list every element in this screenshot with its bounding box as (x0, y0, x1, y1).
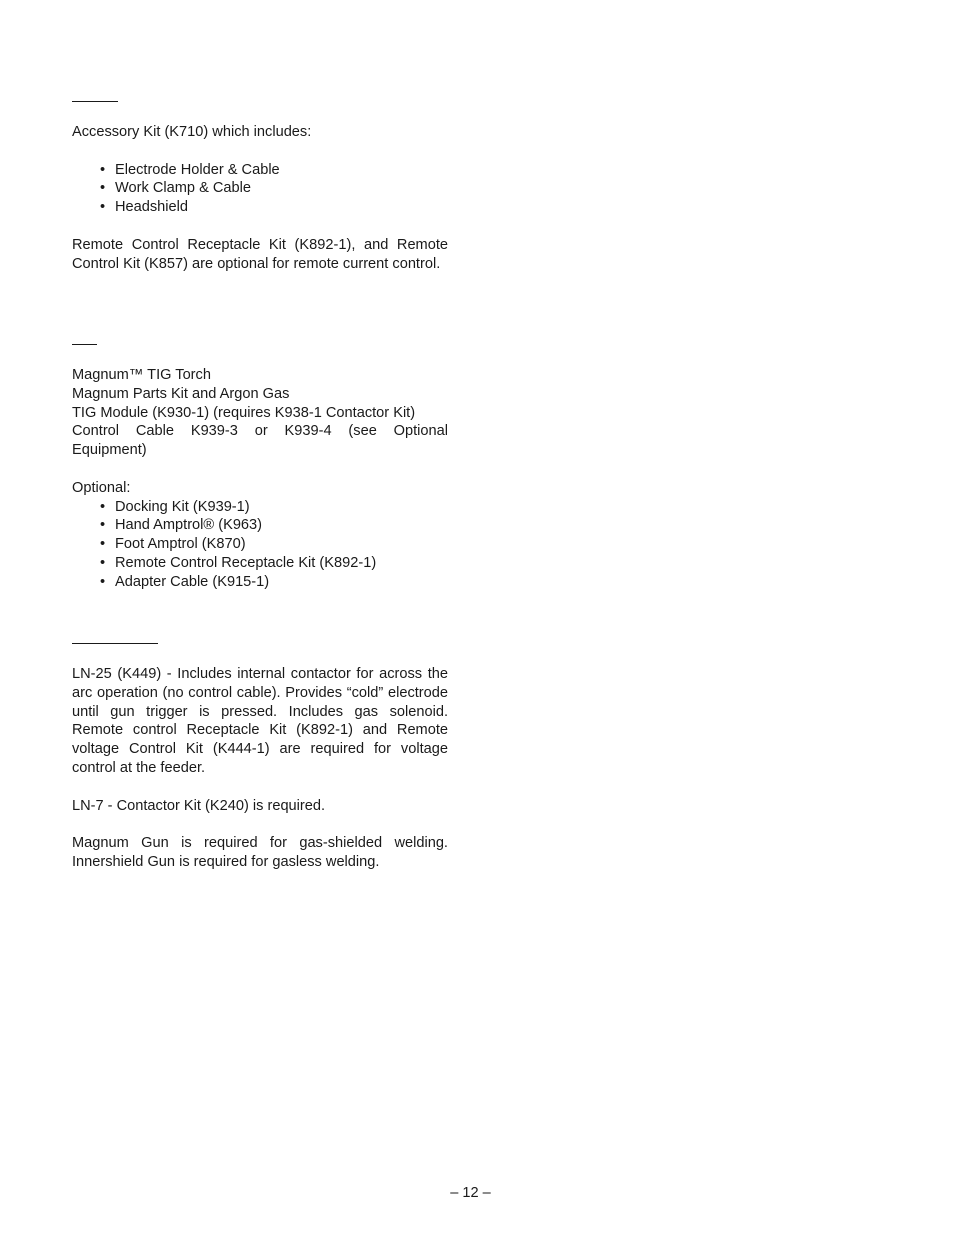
section2 (72, 366, 448, 592)
section3-paragraph: LN-25 (K449) - Includes internal contactor for across the arc operation (no control cable). Provides “cold” electrode until gun trigger is pressed. Includes gas solenoid. Remote control Receptacle Kit (K892-1) and Remote voltage Control Kit (K444-1) are required for voltage control at the feeder. (72, 666, 448, 776)
section2-line: Magnum™ TIG Torch (72, 367, 211, 383)
list-item: • Foot Amptrol (K870) (72, 535, 448, 554)
section3-heading-rule (72, 643, 158, 644)
list-item: • Hand Amptrol® (K963) (72, 516, 448, 535)
list-item: • Docking Kit (K939-1) (72, 498, 448, 517)
page-number: – 12 – (450, 1185, 491, 1201)
list-item: • Remote Control Receptacle Kit (K892-1) (72, 554, 448, 573)
list-item: • Headshield (72, 198, 448, 217)
section1-intro: Accessory Kit (K710) which includes: (72, 124, 312, 140)
section1-list (72, 161, 448, 217)
section2-optional-label: Optional: (72, 479, 131, 496)
section2-heading-rule (72, 344, 97, 345)
section1-note: Remote Control Receptacle Kit (K892-1), and Remote Control Kit (K857) are optional for remote current control. (72, 236, 448, 272)
list-item: • Electrode Holder & Cable (72, 161, 448, 180)
section1-heading-rule (72, 101, 118, 102)
list-item: • Adapter Cable (K915-1) (72, 573, 448, 592)
section2-line: TIG Module (K930-1) (requires K938-1 Contactor Kit) (72, 404, 416, 421)
section2-cable-note: Control Cable K939-3 or K939-4 (see Optional Equipment) (72, 423, 448, 459)
section3-paragraph: LN-7 - Contactor Kit (K240) is required. (72, 797, 326, 814)
section3-paragraph: Magnum Gun is required for gas-shielded welding. Innershield Gun is required for gasless welding. (72, 835, 448, 870)
section2-optional-list (72, 498, 448, 592)
section1 (72, 123, 448, 273)
section3 (72, 665, 448, 872)
section2-line: Magnum Parts Kit and Argon Gas (72, 385, 290, 402)
list-item: • Work Clamp & Cable (72, 179, 448, 198)
